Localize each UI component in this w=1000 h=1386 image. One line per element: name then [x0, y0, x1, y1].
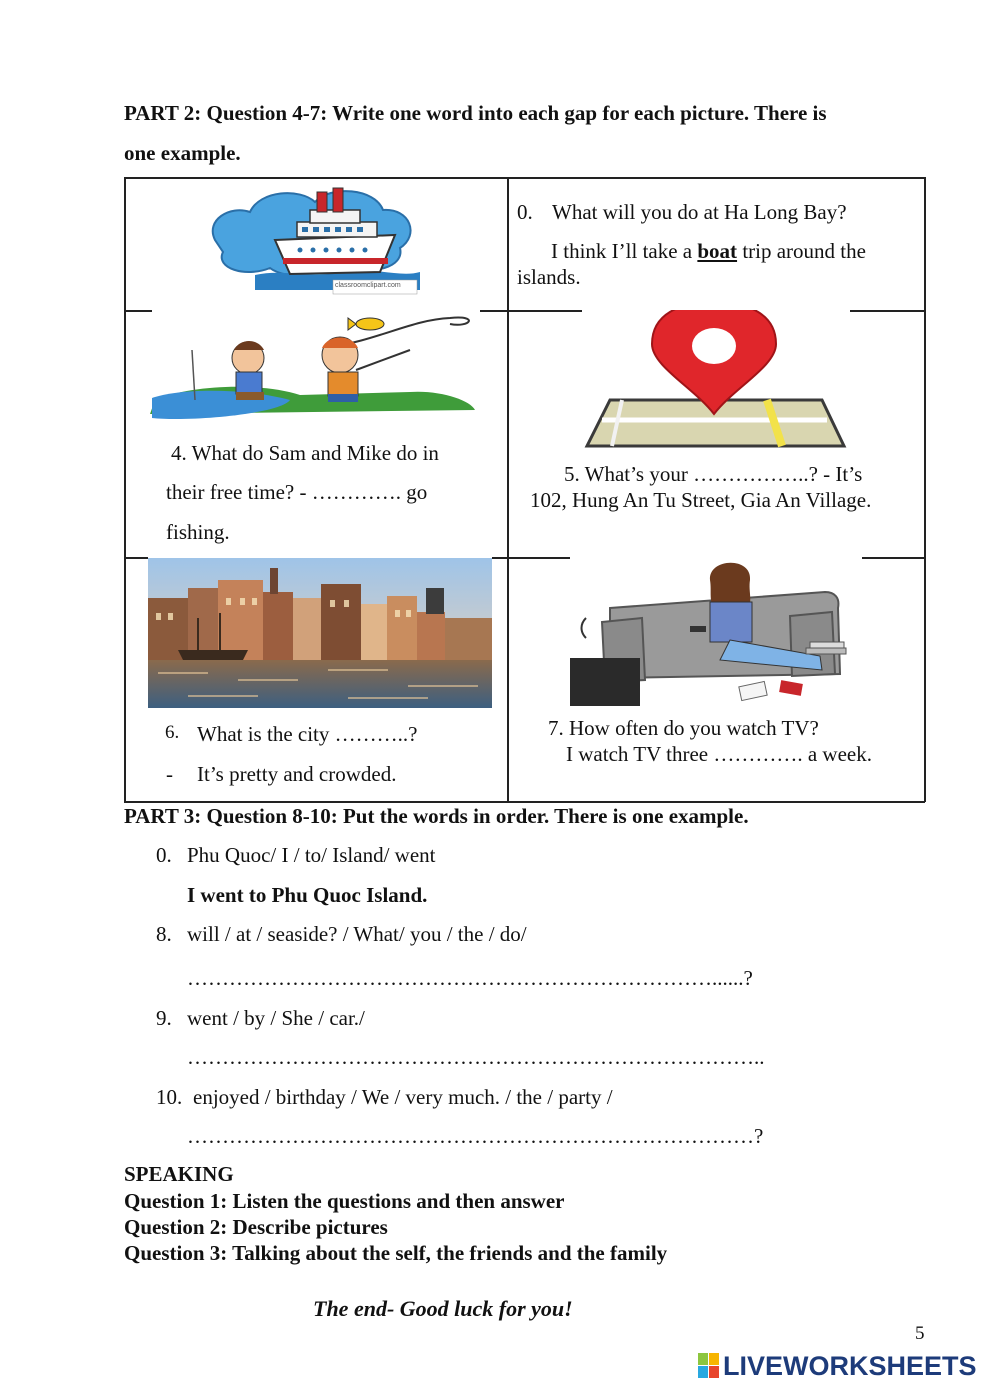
- q6-question: What is the city ………..?: [197, 722, 418, 746]
- city-photo: [148, 558, 492, 708]
- q5-line2: 102, Hung An Tu Street, Gia An Village.: [530, 488, 872, 512]
- row-divider-2c: [862, 557, 925, 559]
- item-number: 9.: [156, 1006, 172, 1030]
- liveworksheets-wordmark: LIVEWORKSHEETS: [723, 1350, 977, 1381]
- part2-heading-line1: PART 2: Question 4-7: Write one word into each gap for each picture. There is: [124, 101, 827, 125]
- item-number: 10.: [156, 1085, 183, 1109]
- table-border-right: [924, 177, 926, 802]
- item-words: will / at / seaside? / What/ you / the / do/: [187, 922, 527, 946]
- example-number: 0.: [517, 200, 533, 224]
- example-answer-post: trip around the: [737, 239, 866, 263]
- row-divider-2a: [124, 557, 148, 559]
- q6-answer: It’s pretty and crowded.: [197, 762, 397, 786]
- q7-line1: 7. How often do you watch TV?: [548, 716, 819, 740]
- q4-line3: fishing.: [166, 520, 230, 544]
- item-number: 0.: [156, 843, 172, 867]
- example-answer-line1: [551, 239, 866, 264]
- fishing-boys-image: [150, 310, 482, 428]
- row-divider-2b: [492, 557, 570, 559]
- table-border-top: [124, 177, 925, 179]
- liveworksheets-logo[interactable]: [698, 1350, 977, 1382]
- speaking-question-2: Question 2: Describe pictures: [124, 1215, 388, 1239]
- row-divider-1b: [480, 310, 582, 312]
- item-words: went / by / She / car./: [187, 1006, 365, 1030]
- q4-line2: their free time? - …………. go: [166, 480, 428, 504]
- part2-heading-line2: one example.: [124, 141, 241, 165]
- speaking-question-3: Question 3: Talking about the self, the friends and the family: [124, 1241, 668, 1265]
- speaking-title: SPEAKING: [124, 1162, 234, 1186]
- cruise-ship-image: [205, 180, 425, 298]
- example-question: What will you do at Ha Long Bay?: [552, 200, 847, 224]
- example-answer: I went to Phu Quoc Island.: [187, 883, 428, 907]
- speaking-question-1: Question 1: Listen the questions and then answer: [124, 1189, 565, 1213]
- q6-dash: -: [166, 762, 173, 786]
- liveworksheets-icon: [698, 1353, 720, 1379]
- row-divider-1c: [850, 310, 925, 312]
- example-answer-word: boat: [697, 239, 738, 263]
- answer-blank[interactable]: ………………………………………………………………………..: [187, 1045, 765, 1069]
- table-border-left: [124, 177, 126, 802]
- row-divider-1a: [124, 310, 152, 312]
- q4-line1: 4. What do Sam and Mike do in: [171, 441, 439, 465]
- q6-number: 6.: [165, 722, 180, 743]
- q7-line2: I watch TV three …………. a week.: [566, 742, 872, 766]
- location-pin-image: [582, 310, 850, 450]
- item-words: Phu Quoc/ I / to/ Island/ went: [187, 843, 436, 867]
- part3-heading: PART 3: Question 8-10: Put the words in order. There is one example.: [124, 804, 749, 828]
- ship-caption: classroomclipart.com: [335, 282, 401, 289]
- table-border-bottom: [124, 801, 925, 803]
- example-answer-line2: islands.: [517, 265, 581, 289]
- page-number: 5: [915, 1323, 925, 1344]
- answer-blank[interactable]: …………………………………………………………………......?: [187, 966, 753, 990]
- closing-text: The end- Good luck for you!: [313, 1296, 573, 1321]
- example-answer-pre: I think I’ll take a: [551, 239, 698, 263]
- item-number: 8.: [156, 922, 172, 946]
- item-words: enjoyed / birthday / We / very much. / the / party /: [193, 1085, 613, 1109]
- q5-line1: 5. What’s your ……………..? - It’s: [564, 462, 863, 486]
- answer-blank[interactable]: ………………………………………………………………………?: [187, 1124, 764, 1148]
- table-border-middle: [507, 177, 509, 802]
- girl-watching-tv-image: [570, 556, 862, 706]
